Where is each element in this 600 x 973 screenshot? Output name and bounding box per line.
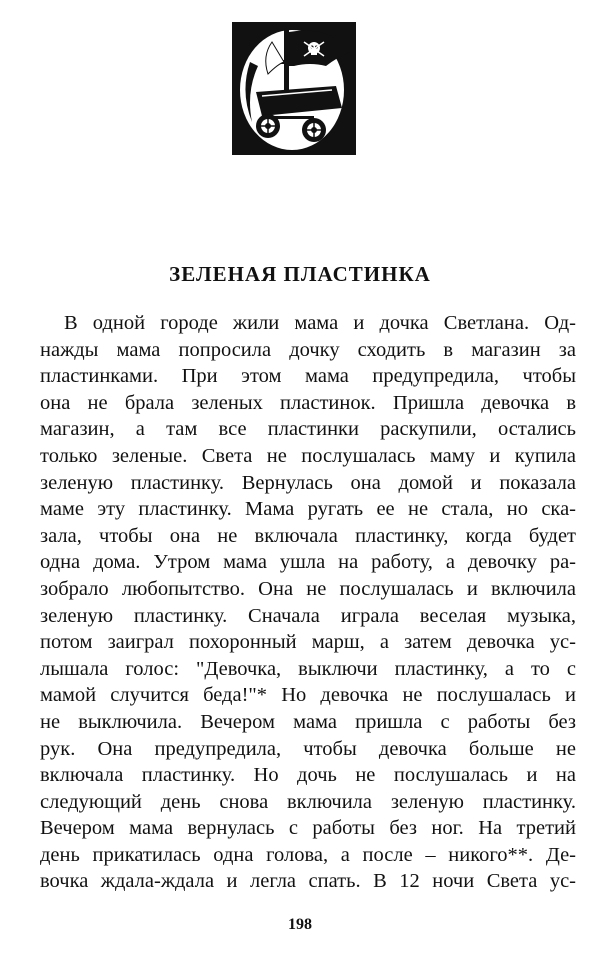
text-line: следующий день снова включила зеленую пластинку.	[40, 790, 576, 813]
page-number: 198	[288, 916, 312, 933]
text-line: магазин, а там все пластинки раскупили, остались	[40, 418, 576, 441]
text-line: пластинками. При этом мама предупредила, чтобы	[40, 365, 576, 388]
text-line: зеленую пластинку. Сначала играла веселая музыка,	[40, 604, 576, 627]
text-line: зеленую пластинку. Вернулась она домой и показала	[40, 471, 576, 494]
text-line: зобрало любопытство. Она не послушалась и включила	[40, 577, 576, 600]
text-line: потом заиграл похоронный марш, а затем девочка ус-	[40, 631, 576, 654]
text-line: Вечером мама вернулась с работы без ног. На третий	[40, 817, 576, 840]
text-line: одна дома. Утром мама ушла на работу, а девочку ра-	[40, 551, 576, 574]
story-text	[40, 310, 576, 895]
text-line: В одной городе жили мама и дочка Светлана. Од-	[64, 312, 576, 334]
text-line: вочка ждала-ждала и легла спать. В 12 ночи Света ус-	[40, 870, 576, 893]
text-line: маме эту пластинку. Мама ругать ее не стала, но ска-	[40, 498, 576, 521]
text-line: лышала голос: "Девочка, выключи пластинку, а то с	[40, 657, 576, 680]
text-line: зала, чтобы она не включала пластинку, когда будет	[40, 524, 576, 547]
text-line: включала пластинку. Но дочь не послушалась и на	[40, 764, 576, 787]
text-line: нажды мама попросила дочку сходить в магазин за	[40, 338, 576, 361]
chapter-illustration	[232, 22, 356, 155]
text-line: день прикатилась одна голова, а после – никого**. Де-	[40, 843, 576, 866]
text-line: только зеленые. Света не послушалась маму и купила	[40, 444, 576, 467]
chapter-title: ЗЕЛЕНАЯ ПЛАСТИНКА	[169, 262, 431, 286]
text-line: рук. Она предупредила, чтобы девочка больше не	[40, 737, 576, 760]
text-line: не выключила. Вечером мама пришла с работы без	[40, 710, 576, 733]
text-line: она не брала зеленых пластинок. Пришла девочка в	[40, 391, 576, 414]
coffin-cart-with-pirate-flag-icon	[232, 22, 356, 155]
text-line: мамой случится беда!"* Но девочка не послушалась и	[40, 684, 576, 707]
